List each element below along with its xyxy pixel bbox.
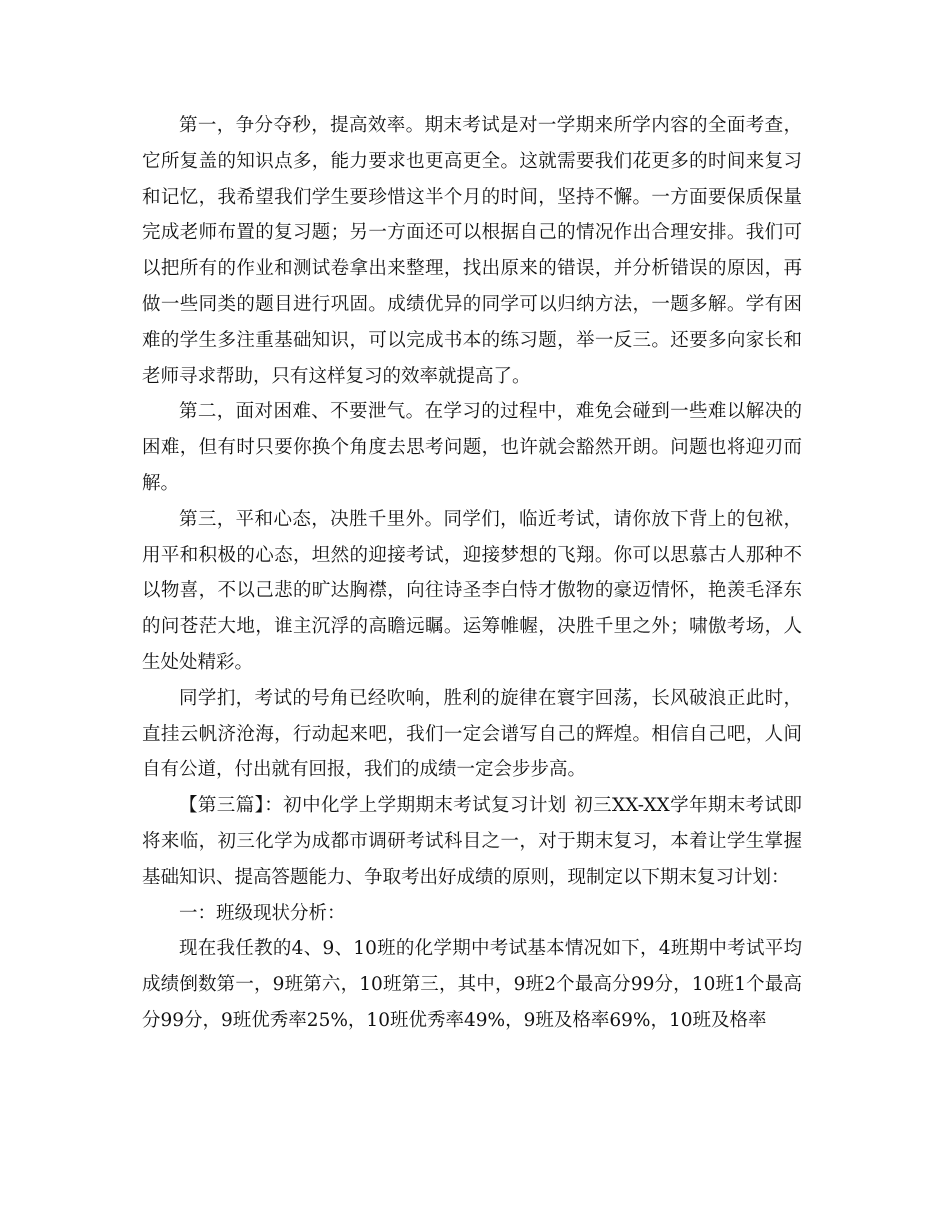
paragraph-first-point: 第一，争分夺秒，提高效率。期末考试是对一学期来所学内容的全面考查，它所复盖的知识点多，能力要求也更高更全。这就需要我们花更多的时间来复习和记忆，我希望我们学生要珍惜这半个月的时间，坚持不懈。一方面要保质保量完成老师布置的复习题；另一方面还可以根据自己的情况作出合理安排。我们可以把所有的作业和测试卷拿出来整理，找出原来的错误，并分析错误的原因，再做一些同类的题目进行巩固。成绩优异的同学可以归纳方法，一题多解。学有困难的学生多注重基础知识，可以完成书本的练习题，举一反三。还要多向家长和老师寻求帮助，只有这样复习的效率就提高了。 [142,115,802,387]
paragraph-second-point: 第二，面对困难、不要泄气。在学习的过程中，难免会碰到一些难以解决的困难，但有时只要你换个角度去思考问题，也许就会豁然开朗。问题也将迎刃而解。 [142,401,802,494]
paragraph-third-article-intro: 【第三篇】：初中化学上学期期末考试复习计划 初三XX-XX学年期末考试即将来临，初三化学为成都市调研考试科目之一，对于期末复习，本着让学生掌握基础知识、提高答题能力、争取考出好成绩的原则，现制定以下期末复习计划： [142,795,802,888]
document-body [142,108,802,1039]
section-heading-class-analysis: 一：班级现状分析： [179,902,346,924]
paragraph-third-point: 第三，平和心态，决胜千里外。同学们，临近考试，请你放下背上的包袱，用平和积极的心态，坦然的迎接考试，迎接梦想的飞翔。你可以思慕古人那种不以物喜，不以己悲的旷达胸襟，向往诗圣李白恃才傲物的豪迈情怀，艳羡毛泽东的问苍茫大地，谁主沉浮的高瞻远瞩。运筹帷幄，决胜千里之外；啸傲考场，人生处处精彩。 [142,508,802,673]
paragraph-closing: 同学扪，考试的号角已经吹响，胜利的旋律在寰宇回荡，长风破浪正此时，直挂云帆济沧海，行动起来吧，我们一定会谱写自己的辉煌。相信自己吧，人间自有公道，付出就有回报，我们的成绩一定会步步高。 [142,687,802,781]
paragraph-class-analysis: 现在我任教的4、9、10班的化学期中考试基本情况如下，4班期中考试平均成绩倒数第一，9班第六，10班第三，其中，9班2个最高分99分，10班1个最高分99分，9班优秀率25%，10班优秀率49%，9班及格率69%，10班及格率 [142,938,802,1031]
